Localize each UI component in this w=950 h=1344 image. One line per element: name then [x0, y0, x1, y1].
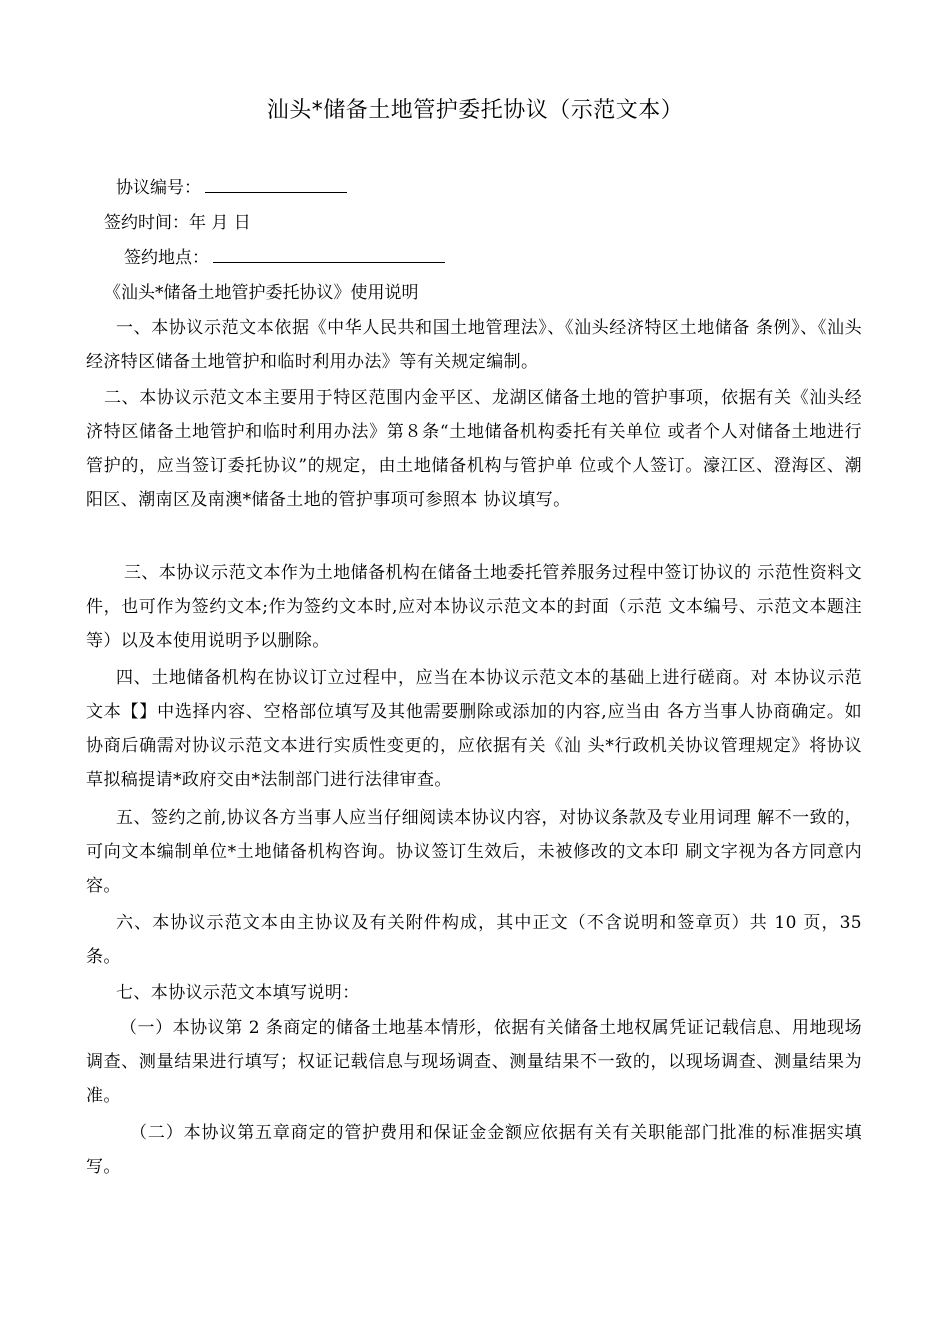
instruction-paragraph-3: 三、本协议示范文本作为土地储备机构在储备土地委托管养服务过程中签订协议的 示范性资料文件，也可作为签约文本;作为签约文本时,应对本协议示范文本的封面（示范 文本编号、示范文本题注等）以及本使用说明予以删除。 [86, 563, 862, 651]
instruction-paragraph-1: 一、本协议示范文本依据《中华人民共和国土地管理法》、《汕头经济特区土地储备 条例》、《汕头经济特区储备土地管护和临时利用办法》等有关规定编制。 [86, 318, 862, 372]
instruction-paragraph-6: 六、本协议示范文本由主协议及有关附件构成，其中正文（不含说明和签章页）共 10 页，35 条。 [86, 913, 862, 967]
instruction-paragraph-7-1: （一）本协议第 2 条商定的储备土地基本情形，依据有关储备土地权属凭证记载信息、用地现场调查、测量结果进行填写；权证记载信息与现场调查、测量结果不一致的，以现场调查、测量结果为准。 [86, 1018, 862, 1106]
instruction-paragraph-5: 五、签约之前,协议各方当事人应当仔细阅读本协议内容，对协议条款及专业用词理 解不一致的，可向文本编制单位*土地储备机构咨询。协议签订生效后，未被修改的文本印 刷文字视为各方同意内容。 [86, 808, 862, 896]
instructions-title: 《汕头*储备土地管护委托协议》使用说明 [104, 283, 419, 303]
instruction-paragraph-2: 二、本协议示范文本主要用于特区范围内金平区、龙湖区储备土地的管护事项，依据有关《汕头经济特区储备土地管护和临时利用办法》第８条“土地储备机构委托有关单位 或者个人对储备土地进行管护的，应当签订委托协议”的规定，由土地储备机构与管护单 位或个人签订。濠江区、澄海区、潮阳区、潮南区及南澳*储备土地的管护事项可参照本 协议填写。 [86, 388, 862, 510]
agreement-number-label: 协议编号： [116, 178, 201, 198]
sign-time-label: 签约时间：年 月 日 [104, 213, 251, 233]
sign-time-line [104, 206, 251, 240]
instruction-paragraph-7: 七、本协议示范文本填写说明： [116, 983, 360, 1003]
agreement-number-line [116, 171, 347, 205]
agreement-number-blank[interactable] [205, 174, 347, 193]
sign-place-label: 签约地点： [124, 248, 209, 268]
sign-place-blank[interactable] [213, 244, 445, 263]
instruction-paragraph-4: 四、土地储备机构在协议订立过程中，应当在本协议示范文本的基础上进行磋商。对 本协议示范文本【】中选择内容、空格部位填写及其他需要删除或添加的内容,应当由 各方当事人协商确定。如协商后确需对协议示范文本进行实质性变更的，应依据有关《汕 头*行政机关协议管理规定》将协议草拟稿提请*政府交由*法制部门进行法律审查。 [86, 668, 862, 790]
instruction-paragraph-7-2: （二）本协议第五章商定的管护费用和保证金金额应依据有关有关职能部门批准的标准据实填写。 [86, 1123, 862, 1177]
document-title: 汕头*储备土地管护委托协议（示范文本） [266, 98, 684, 123]
sign-place-line [124, 241, 445, 275]
